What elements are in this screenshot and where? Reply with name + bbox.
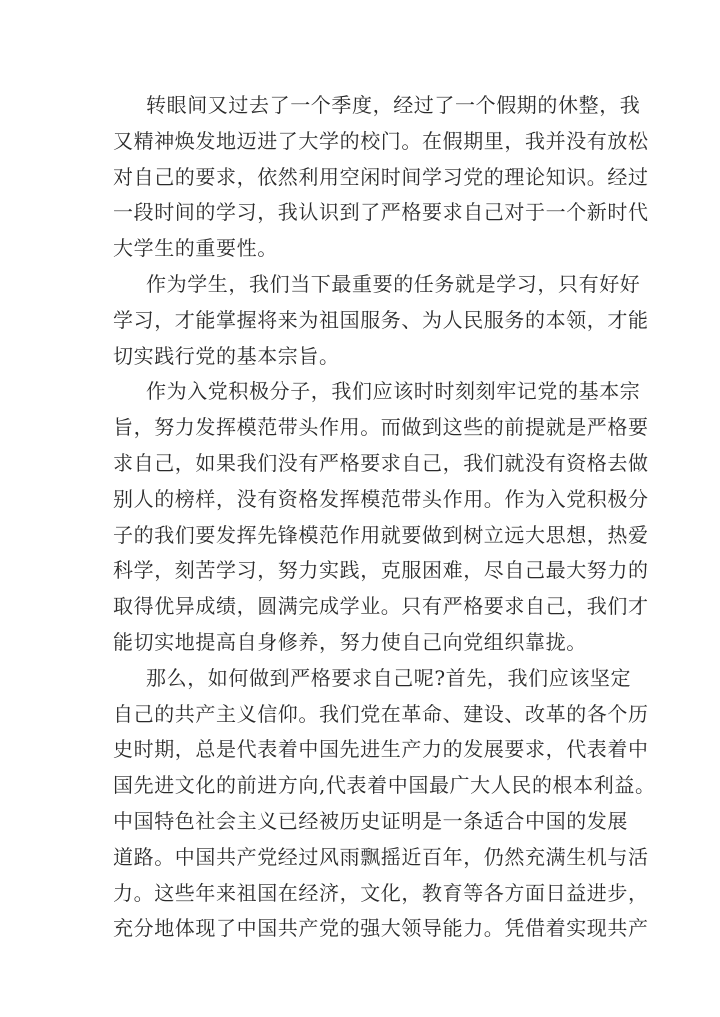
text-line: 史时期，总是代表着中国先进生产力的发展要求，代表着中	[113, 737, 649, 762]
text-line: 别人的榜样，没有资格发挥模范带头作用。作为入党积极分	[113, 486, 649, 511]
document-body	[113, 88, 656, 947]
text-line: 切实践行党的基本宗旨。	[113, 343, 340, 368]
paragraph-2	[113, 267, 649, 374]
text-line: 道路。中国共产党经过风雨飘摇近百年，仍然充满生机与活	[113, 844, 649, 869]
text-line: 作为入党积极分子，我们应该时时刻刻牢记党的基本宗	[146, 379, 641, 404]
text-line: 一段时间的学习，我认识到了严格要求自己对于一个新时代	[113, 200, 649, 225]
text-line: 力。这些年来祖国在经济，文化，教育等各方面日益进步，	[113, 880, 649, 905]
text-line: 自己的共产主义信仰。我们党在革命、建设、改革的各个历	[113, 701, 649, 726]
text-line: 子的我们要发挥先锋模范作用就要做到树立远大思想，热爱	[113, 522, 649, 547]
paragraph-1	[113, 88, 649, 267]
text-line: 学习，才能掌握将来为祖国服务、为人民服务的本领，才能	[113, 307, 649, 332]
text-line: 转眼间又过去了一个季度，经过了一个假期的休整，我	[146, 93, 641, 117]
text-line: 大学生的重要性。	[113, 236, 278, 261]
text-line: 那么，如何做到严格要求自己呢?首先，我们应该坚定	[146, 665, 632, 690]
text-line: 旨，努力发挥模范带头作用。而做到这些的前提就是严格要	[113, 415, 649, 440]
text-line: 作为学生，我们当下最重要的任务就是学习，只有好好	[146, 271, 641, 296]
text-line: 能切实地提高自身修养，努力使自己向党组织靠拢。	[113, 629, 587, 654]
paragraph-3	[113, 374, 649, 660]
text-line: 对自己的要求，依然利用空闲时间学习党的理论知识。经过	[113, 164, 649, 189]
text-line: 科学，刻苦学习，努力实践，克服困难，尽自己最大努力的	[113, 558, 649, 583]
text-line: 又精神焕发地迈进了大学的校门。在假期里，我并没有放松	[113, 128, 649, 153]
text-line: 中国特色社会主义已经被历史证明是一条适合中国的发展	[113, 808, 628, 833]
text-line: 取得优异成绩，圆满完成学业。只有严格要求自己，我们才	[113, 594, 649, 619]
text-line: 求自己，如果我们没有严格要求自己，我们就没有资格去做	[113, 450, 649, 475]
paragraph-4	[113, 661, 656, 947]
text-line: 国先进文化的前进方向,代表着中国最广大人民的根本利益。	[113, 773, 656, 798]
text-line: 充分地体现了中国共产党的强大领导能力。凭借着实现共产	[113, 916, 649, 941]
